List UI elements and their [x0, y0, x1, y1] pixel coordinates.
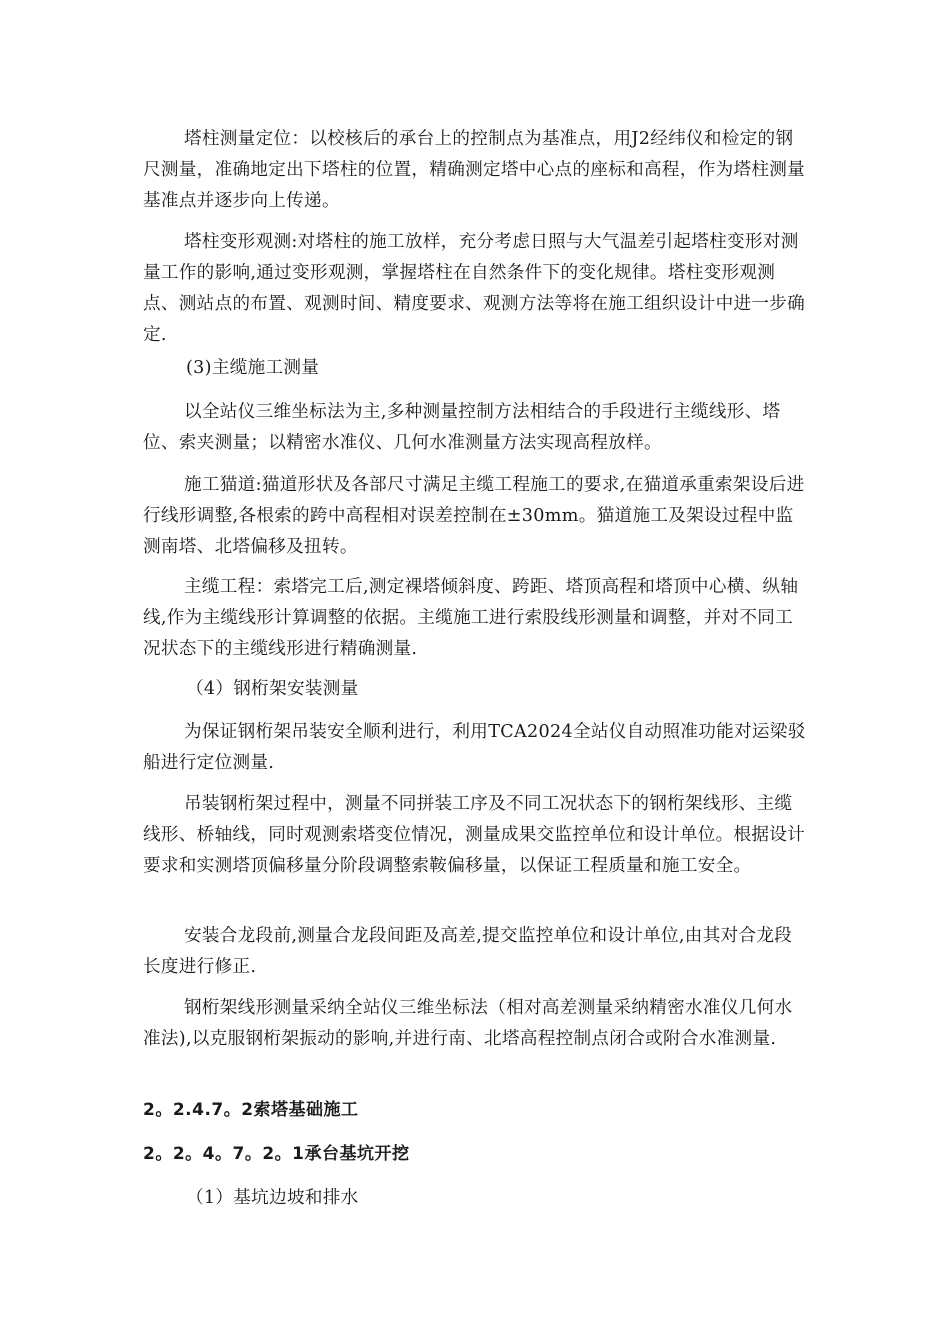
- paragraph-tower-deformation: 塔柱变形观测:对塔柱的施工放样，充分考虑日照与大气温差引起塔柱变形对测量工作的影响,通过变形观测，掌握塔柱在自然条件下的变化规律。塔柱变形观测点、测站点的布置、观测时间、精度要求、观测方法等将在施工组织设计中进一步确定.: [143, 232, 806, 345]
- subheading-steel-truss-survey: （4）钢桁架安装测量: [186, 679, 359, 699]
- paragraph-main-cable-works: 主缆工程：索塔完工后,测定裸塔倾斜度、跨距、塔顶高程和塔顶中心横、纵轴线,作为主缆线形计算调整的依据。主缆施工进行索股线形测量和调整，并对不同工况状态下的主缆线形进行精确测量.: [143, 577, 799, 659]
- paragraph-tower-positioning: 塔柱测量定位：以校核后的承台上的控制点为基准点，用J2经纬仪和检定的钢尺测量，准确地定出下塔柱的位置，精确测定塔中心点的座标和高程，作为塔柱测量基准点并逐步向上传递。: [143, 129, 806, 211]
- paragraph-truss-hoisting-safety: 为保证钢桁架吊装安全顺利进行，利用TCA2024全站仪自动照准功能对运梁驳船进行定位测量.: [143, 722, 806, 773]
- paragraph-catwalk: 施工猫道:猫道形状及各部尺寸满足主缆工程施工的要求,在猫道承重索架设后进行线形调整,各根索的跨中高程相对误差控制在±30mm。猫道施工及架设过程中监测南塔、北塔偏移及扭转。: [143, 475, 805, 557]
- subheading-slope-drainage: （1）基坑边坡和排水: [186, 1188, 359, 1208]
- paragraph-closure-segment: 安装合龙段前,测量合龙段间距及高差,提交监控单位和设计单位,由其对合龙段长度进行修正.: [143, 926, 793, 977]
- paragraph-main-cable-method: 以全站仪三维坐标法为主,多种测量控制方法相结合的手段进行主缆线形、塔位、索夹测量；以精密水准仪、几何水准测量方法实现高程放样。: [143, 402, 781, 453]
- section-heading-tower-foundation: 2。2.4.7。2索塔基础施工: [143, 1100, 359, 1120]
- subheading-main-cable-survey: (3)主缆施工测量: [186, 358, 320, 378]
- paragraph-truss-alignment: 钢桁架线形测量采纳全站仪三维坐标法（相对高差测量采纳精密水准仪几何水准法),以克服钢桁架振动的影响,并进行南、北塔高程控制点闭合或附合水准测量.: [143, 998, 793, 1049]
- paragraph-truss-hoisting-process: 吊装钢桁架过程中，测量不同拼装工序及不同工况状态下的钢桁架线形、主缆线形、桥轴线，同时观测索塔变位情况，测量成果交监控单位和设计单位。根据设计要求和实测塔顶偏移量分阶段调整索鞍偏移量，以保证工程质量和施工安全。: [143, 794, 806, 876]
- section-heading-cap-excavation: 2。2。4。7。2。1承台基坑开挖: [143, 1144, 410, 1164]
